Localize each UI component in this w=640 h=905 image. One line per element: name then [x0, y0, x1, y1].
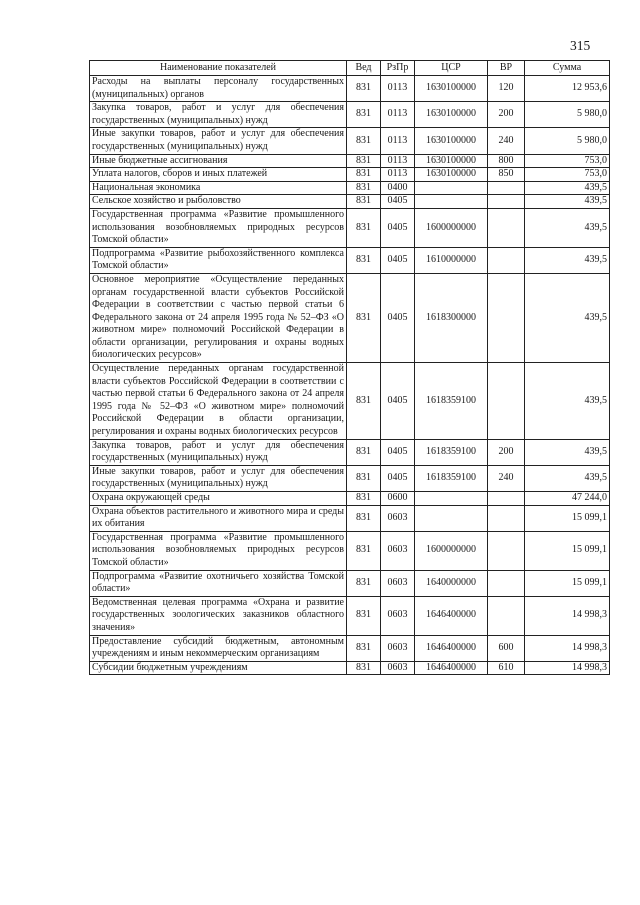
cell-name: Осуществление переданных органам государственной власти субъектов Российской Федерации в соответствии с частью первой статьи 6 Федерального закона от 24 апреля 1995 года № 52–ФЗ «О животном мире» полномочий Российской Федерации в области организации, регулирования и охраны водных биологических ресурсов [90, 363, 347, 440]
cell-vr [488, 208, 525, 247]
cell-rzpr: 0603 [381, 596, 415, 635]
cell-name: Государственная программа «Развитие промышленного использования возобновляемых природных ресурсов Томской области» [90, 531, 347, 570]
cell-sum: 47 244,0 [525, 492, 610, 506]
cell-vr [488, 570, 525, 596]
cell-sum: 14 998,3 [525, 661, 610, 675]
cell-rzpr: 0405 [381, 208, 415, 247]
cell-vr: 240 [488, 128, 525, 154]
cell-name: Подпрограмма «Развитие охотничьего хозяйства Томской области» [90, 570, 347, 596]
cell-sum: 439,5 [525, 208, 610, 247]
cell-rzpr: 0113 [381, 154, 415, 168]
cell-rzpr: 0603 [381, 570, 415, 596]
cell-sum: 439,5 [525, 273, 610, 362]
cell-name: Иные закупки товаров, работ и услуг для обеспечения государственных (муниципальных) нужд [90, 128, 347, 154]
cell-name: Основное мероприятие «Осуществление переданных органам государственной власти субъектов Российской Федерации в соответствии с частью первой статьи 6 Федерального закона от 24 апреля 1995 года № 52–ФЗ «О животном мире» полномочий Российской Федерации в области организации, регулирования и охраны водных биологических ресурсов» [90, 273, 347, 362]
table-row [90, 492, 610, 506]
cell-vr [488, 492, 525, 506]
cell-vr [488, 195, 525, 209]
cell-sum: 14 998,3 [525, 635, 610, 661]
cell-ved: 831 [347, 128, 381, 154]
cell-name: Предоставление субсидий бюджетным, автономным учреждениям и иным некоммерческим организациям [90, 635, 347, 661]
cell-csr: 1618359100 [415, 465, 488, 491]
cell-rzpr: 0113 [381, 76, 415, 102]
cell-ved: 831 [347, 465, 381, 491]
cell-ved: 831 [347, 168, 381, 182]
table-row [90, 661, 610, 675]
cell-csr: 1640000000 [415, 570, 488, 596]
cell-sum: 439,5 [525, 247, 610, 273]
cell-sum: 439,5 [525, 181, 610, 195]
table-row [90, 465, 610, 491]
cell-ved: 831 [347, 76, 381, 102]
cell-name: Сельское хозяйство и рыболовство [90, 195, 347, 209]
cell-ved: 831 [347, 154, 381, 168]
cell-vr: 600 [488, 635, 525, 661]
cell-vr: 200 [488, 439, 525, 465]
cell-name: Национальная экономика [90, 181, 347, 195]
cell-sum: 753,0 [525, 168, 610, 182]
cell-name: Ведомственная целевая программа «Охрана и развитие государственных зоологических заказников областного значения» [90, 596, 347, 635]
cell-ved: 831 [347, 273, 381, 362]
table-row [90, 168, 610, 182]
cell-sum: 439,5 [525, 363, 610, 440]
cell-rzpr: 0603 [381, 661, 415, 675]
table-row [90, 76, 610, 102]
table-row [90, 363, 610, 440]
table-row [90, 128, 610, 154]
cell-name: Расходы на выплаты персоналу государственных (муниципальных) органов [90, 76, 347, 102]
cell-ved: 831 [347, 208, 381, 247]
cell-vr [488, 363, 525, 440]
cell-rzpr: 0603 [381, 531, 415, 570]
table-row [90, 570, 610, 596]
table-row [90, 531, 610, 570]
cell-ved: 831 [347, 102, 381, 128]
cell-csr: 1630100000 [415, 128, 488, 154]
cell-vr: 850 [488, 168, 525, 182]
header-ved: Вед [347, 61, 381, 76]
cell-rzpr: 0405 [381, 465, 415, 491]
cell-csr [415, 181, 488, 195]
cell-sum: 14 998,3 [525, 596, 610, 635]
cell-sum: 5 980,0 [525, 128, 610, 154]
cell-csr [415, 195, 488, 209]
table-row [90, 154, 610, 168]
cell-rzpr: 0113 [381, 168, 415, 182]
cell-csr: 1618359100 [415, 439, 488, 465]
cell-sum: 5 980,0 [525, 102, 610, 128]
cell-name: Охрана окружающей среды [90, 492, 347, 506]
cell-rzpr: 0113 [381, 128, 415, 154]
cell-ved: 831 [347, 247, 381, 273]
cell-rzpr: 0405 [381, 273, 415, 362]
cell-sum: 15 099,1 [525, 570, 610, 596]
table-row [90, 181, 610, 195]
cell-rzpr: 0603 [381, 505, 415, 531]
cell-ved: 831 [347, 661, 381, 675]
cell-ved: 831 [347, 635, 381, 661]
cell-sum: 753,0 [525, 154, 610, 168]
cell-name: Государственная программа «Развитие промышленного использования возобновляемых природных ресурсов Томской области» [90, 208, 347, 247]
table-row [90, 596, 610, 635]
cell-csr: 1618300000 [415, 273, 488, 362]
table-row [90, 635, 610, 661]
cell-ved: 831 [347, 195, 381, 209]
cell-ved: 831 [347, 439, 381, 465]
cell-rzpr: 0600 [381, 492, 415, 506]
cell-rzpr: 0603 [381, 635, 415, 661]
cell-rzpr: 0400 [381, 181, 415, 195]
cell-rzpr: 0405 [381, 195, 415, 209]
cell-vr [488, 531, 525, 570]
cell-vr: 240 [488, 465, 525, 491]
cell-vr [488, 505, 525, 531]
cell-vr: 200 [488, 102, 525, 128]
cell-name: Иные бюджетные ассигнования [90, 154, 347, 168]
cell-csr: 1646400000 [415, 596, 488, 635]
cell-sum: 439,5 [525, 439, 610, 465]
budget-table [89, 60, 610, 675]
cell-vr: 120 [488, 76, 525, 102]
cell-sum: 439,5 [525, 195, 610, 209]
cell-sum: 439,5 [525, 465, 610, 491]
cell-vr: 800 [488, 154, 525, 168]
cell-csr: 1630100000 [415, 168, 488, 182]
cell-rzpr: 0405 [381, 439, 415, 465]
cell-ved: 831 [347, 505, 381, 531]
cell-ved: 831 [347, 596, 381, 635]
cell-rzpr: 0405 [381, 363, 415, 440]
cell-vr [488, 181, 525, 195]
cell-csr: 1618359100 [415, 363, 488, 440]
cell-vr: 610 [488, 661, 525, 675]
cell-vr [488, 596, 525, 635]
cell-name: Субсидии бюджетным учреждениям [90, 661, 347, 675]
cell-csr [415, 505, 488, 531]
header-csr: ЦСР [415, 61, 488, 76]
cell-name: Иные закупки товаров, работ и услуг для обеспечения государственных (муниципальных) нужд [90, 465, 347, 491]
cell-csr: 1630100000 [415, 154, 488, 168]
cell-vr [488, 247, 525, 273]
page-number: 315 [570, 38, 591, 53]
table-row [90, 273, 610, 362]
header-sum: Сумма [525, 61, 610, 76]
cell-ved: 831 [347, 492, 381, 506]
table-row [90, 195, 610, 209]
header-vr: ВР [488, 61, 525, 76]
cell-csr: 1600000000 [415, 208, 488, 247]
cell-vr [488, 273, 525, 362]
table-header-row [90, 61, 610, 76]
cell-ved: 831 [347, 570, 381, 596]
table-row [90, 102, 610, 128]
cell-name: Охрана объектов растительного и животного мира и среды их обитания [90, 505, 347, 531]
cell-rzpr: 0405 [381, 247, 415, 273]
cell-ved: 831 [347, 363, 381, 440]
cell-csr: 1610000000 [415, 247, 488, 273]
cell-name: Уплата налогов, сборов и иных платежей [90, 168, 347, 182]
cell-ved: 831 [347, 531, 381, 570]
header-rzpr: РзПр [381, 61, 415, 76]
table-row [90, 439, 610, 465]
cell-csr [415, 492, 488, 506]
table-row [90, 505, 610, 531]
cell-ved: 831 [347, 181, 381, 195]
cell-name: Закупка товаров, работ и услуг для обеспечения государственных (муниципальных) нужд [90, 102, 347, 128]
cell-sum: 15 099,1 [525, 531, 610, 570]
table-row [90, 208, 610, 247]
cell-csr: 1600000000 [415, 531, 488, 570]
cell-csr: 1630100000 [415, 76, 488, 102]
cell-csr: 1646400000 [415, 635, 488, 661]
cell-sum: 12 953,6 [525, 76, 610, 102]
cell-name: Подпрограмма «Развитие рыбохозяйственного комплекса Томской области» [90, 247, 347, 273]
cell-sum: 15 099,1 [525, 505, 610, 531]
table-row [90, 247, 610, 273]
cell-name: Закупка товаров, работ и услуг для обеспечения государственных (муниципальных) нужд [90, 439, 347, 465]
cell-csr: 1646400000 [415, 661, 488, 675]
cell-csr: 1630100000 [415, 102, 488, 128]
header-name: Наименование показателей [90, 61, 347, 76]
cell-rzpr: 0113 [381, 102, 415, 128]
